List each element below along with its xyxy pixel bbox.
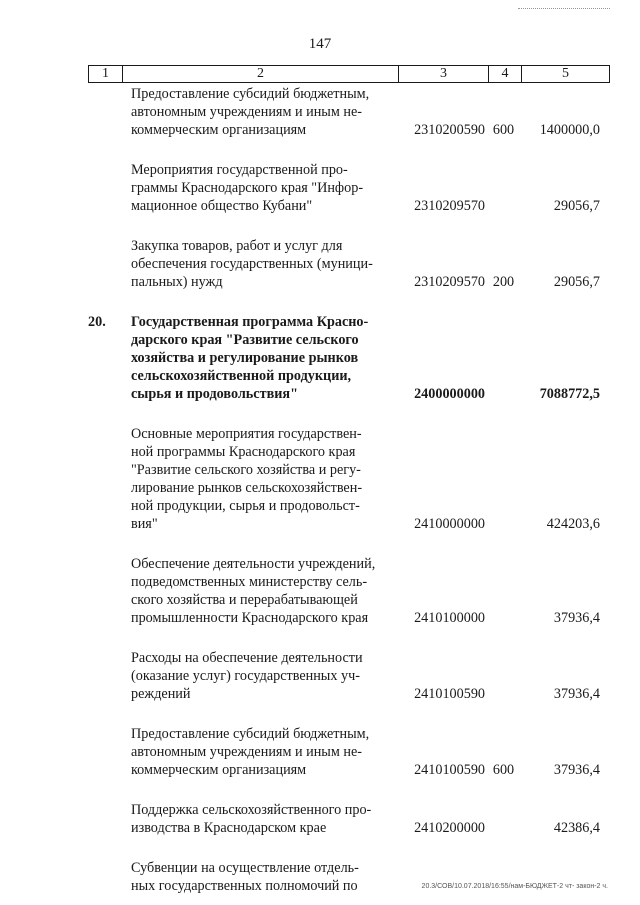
row-name-line: промышленности Краснодарского края [131, 610, 369, 626]
row-name-line: хозяйства и регулирование рынков [131, 350, 359, 366]
row-name [121, 859, 397, 895]
row-name-line: ной программы Краснодарского края [131, 444, 356, 460]
row-name-line: коммерческим организациям [131, 762, 307, 778]
row-name [121, 313, 397, 403]
table-row [88, 161, 610, 215]
header-rule [518, 8, 610, 9]
column-header-5: 5 [521, 66, 609, 82]
row-name-line: Закупка товаров, работ и услуг для [131, 238, 343, 254]
table-row [88, 555, 610, 627]
row-name-line: ных государственных полномочий по [131, 878, 358, 894]
row-name-line: дарского края "Развитие сельского [131, 332, 359, 348]
row-name [121, 725, 397, 779]
row-name-line: "Развитие сельского хозяйства и регу- [131, 462, 361, 478]
row-name-line: ной продукции, сырья и продовольст- [131, 498, 360, 514]
row-name-line: автономным учреждениям и иным не- [131, 104, 362, 120]
row-name-line: реждений [131, 686, 191, 702]
row-code: 2410200000 [414, 820, 485, 836]
row-name-line: мационное общество Кубани" [131, 198, 313, 214]
row-name-line: обеспечения государственных (муници- [131, 256, 373, 272]
row-name-line: Основные мероприятия государствен- [131, 426, 362, 442]
row-name-line: Обеспечение деятельности учреждений, [131, 556, 376, 572]
table-row [88, 313, 610, 403]
row-amount: 37936,4 [553, 762, 600, 778]
row-amount: 42386,4 [553, 820, 600, 836]
footer-stamp: 20.3/СОВ/10.07.2018/16:55/нам-БЮДЖЕТ-2 чт- закон-2 ч. [421, 883, 608, 890]
row-amount: 7088772,5 [539, 386, 600, 402]
row-name [121, 237, 397, 291]
row-name-line: ского хозяйства и перерабатывающей [131, 592, 358, 608]
column-header-1: 1 [102, 66, 109, 81]
row-name-line: Предоставление субсидий бюджетным, [131, 86, 370, 102]
row-expense-type: 200 [492, 274, 515, 290]
row-name-line: пальных) нужд [131, 274, 223, 290]
row-name-line: сельскохозяйственной продукции, [131, 368, 352, 384]
table-row [88, 649, 610, 703]
row-code: 2410100590 [414, 762, 485, 778]
row-name-line: подведомственных министерству сель- [131, 574, 368, 590]
row-name [121, 555, 397, 627]
row-name-line: Поддержка сельскохозяйственного про- [131, 802, 372, 818]
row-code: 2410000000 [414, 516, 485, 532]
row-name-line: граммы Краснодарского края "Инфор- [131, 180, 364, 196]
column-header-2: 2 [122, 66, 398, 82]
row-name [121, 801, 397, 837]
budget-table [88, 85, 610, 895]
table-row [88, 801, 610, 837]
row-code: 2410100590 [414, 686, 485, 702]
row-name-line: лирование рынков сельскохозяйствен- [131, 480, 363, 496]
row-code: 2310209570 [414, 274, 485, 290]
row-name-line: изводства в Краснодарском крае [131, 820, 327, 836]
row-code: 2410100000 [414, 610, 485, 626]
row-expense-type: 600 [492, 122, 515, 138]
table-row [88, 237, 610, 291]
page-number: 147 [308, 36, 332, 52]
table-row [88, 425, 610, 533]
row-name-line: (оказание услуг) государственных уч- [131, 668, 360, 684]
row-name [121, 85, 397, 139]
table-row [88, 85, 610, 139]
row-amount: 37936,4 [553, 610, 600, 626]
row-name-line: сырья и продовольствия" [131, 386, 298, 402]
row-name-line: Предоставление субсидий бюджетным, [131, 726, 370, 742]
row-amount: 29056,7 [553, 198, 600, 214]
table-row [88, 725, 610, 779]
row-code: 2310200590 [414, 122, 485, 138]
row-amount: 424203,6 [546, 516, 600, 532]
row-name-line: Субвенции на осуществление отдель- [131, 860, 359, 876]
row-name-line: Государственная программа Красно- [131, 314, 369, 330]
row-name [121, 425, 397, 533]
row-name [121, 161, 397, 215]
row-amount: 1400000,0 [539, 122, 600, 138]
row-name-line: Мероприятия государственной про- [131, 162, 348, 178]
row-code: 2400000000 [414, 386, 485, 402]
row-name-line: коммерческим организациям [131, 122, 307, 138]
row-name [121, 649, 397, 703]
column-header-3: 3 [398, 66, 488, 82]
row-name-line: вия" [131, 516, 158, 532]
row-expense-type: 600 [492, 762, 515, 778]
column-header-4: 4 [488, 66, 521, 82]
row-amount: 29056,7 [553, 274, 600, 290]
table-header [88, 65, 610, 83]
row-name-line: автономным учреждениям и иным не- [131, 744, 362, 760]
row-number: 20. [88, 314, 106, 330]
row-code: 2310209570 [414, 198, 485, 214]
row-name-line: Расходы на обеспечение деятельности [131, 650, 363, 666]
row-amount: 37936,4 [553, 686, 600, 702]
